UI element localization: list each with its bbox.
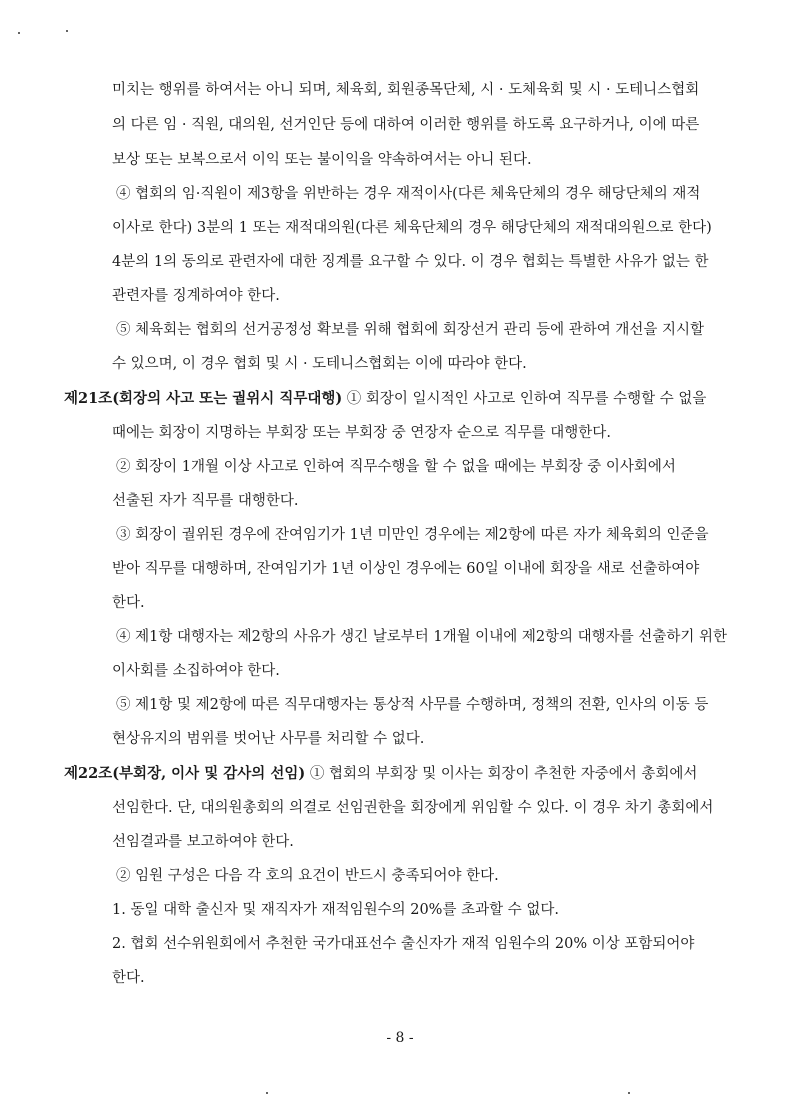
body-line: 이사회를 소집하여야 한다.: [112, 663, 280, 679]
body-line: 선임한다. 단, 대의원총회의 의결로 선임권한을 회장에게 위임할 수 있다. 이 경우 차기 총회에서: [112, 800, 714, 816]
body-line: ③ 회장이 궐위된 경우에 잔여임기가 1년 미만인 경우에는 제2항에 따른 자가 체육회의 인준을: [116, 527, 709, 543]
article-22-first-line: [64, 764, 697, 784]
body-line: 1. 동일 대학 출신자 및 재직자가 재적임원수의 20%를 초과할 수 없다.: [112, 902, 559, 918]
scan-dot: [628, 1092, 630, 1094]
page-number: - 8 -: [386, 1030, 414, 1046]
body-line: 받아 직무를 대행하며, 잔여임기가 1년 이상인 경우에는 60일 이내에 회장을 새로 선출하여야: [112, 561, 700, 577]
scan-dot: [66, 30, 68, 32]
article-22-title: 제22조(부회장, 이사 및 감사의 선임): [64, 765, 306, 782]
body-line: 4분의 1의 동의로 관련자에 대한 징계를 요구할 수 있다. 이 경우 협회는 특별한 사유가 없는 한: [112, 254, 709, 270]
body-line: 이사로 한다) 3분의 1 또는 재적대의원(다른 체육단체의 경우 해당단체의 재적대의원으로 한다): [112, 220, 712, 236]
body-line: 관련자를 징계하여야 한다.: [112, 288, 280, 304]
body-line: 보상 또는 보복으로서 이익 또는 불이익을 약속하여서는 아니 된다.: [112, 152, 532, 168]
body-line: ② 임원 구성은 다음 각 호의 요건이 반드시 충족되어야 한다.: [116, 868, 499, 884]
body-line: ⑤ 제1항 및 제2항에 따른 직무대행자는 통상적 사무를 수행하며, 정책의 전환, 인사의 이동 등: [116, 697, 709, 713]
article-21-first-line: [64, 389, 706, 409]
article-22-clause-1: ① 협회의 부회장 및 이사는 회장이 추천한 자중에서 총회에서: [305, 766, 698, 782]
body-line: ④ 협회의 임·직원이 제3항을 위반하는 경우 재적이사(다른 체육단체의 경우 해당단체의 재적: [116, 186, 701, 202]
body-line: 의 다른 임 · 직원, 대의원, 선거인단 등에 대하여 이러한 행위를 하도록 요구하거나, 이에 따른: [112, 117, 700, 133]
body-line: 한다.: [112, 970, 145, 986]
body-line: 미치는 행위를 하여서는 아니 되며, 체육회, 회원종목단체, 시 · 도체육회 및 시 · 도테니스협회: [112, 82, 700, 98]
body-line: 때에는 회장이 지명하는 부회장 또는 부회장 중 연장자 순으로 직무를 대행한다.: [112, 425, 611, 441]
body-line: 선출된 자가 직무를 대행한다.: [112, 493, 299, 509]
body-line: ④ 제1항 대행자는 제2항의 사유가 생긴 날로부터 1개월 이내에 제2항의 대행자를 선출하기 위한: [116, 629, 727, 645]
scan-dot: [266, 1092, 268, 1094]
body-line: 한다.: [112, 595, 145, 611]
scan-dot: [18, 32, 20, 34]
body-line: 선임결과를 보고하여야 한다.: [112, 834, 294, 850]
article-21-clause-1: ① 회장이 일시적인 사고로 인하여 직무를 수행할 수 없을: [342, 391, 707, 407]
body-line: 수 있으며, 이 경우 협회 및 시 · 도테니스협회는 이에 따라야 한다.: [112, 356, 527, 372]
body-line: ② 회장이 1개월 이상 사고로 인하여 직무수행을 할 수 없을 때에는 부회장 중 이사회에서: [116, 459, 676, 475]
body-line: 현상유지의 범위를 벗어난 사무를 처리할 수 없다.: [112, 731, 425, 747]
body-line: ⑤ 체육회는 협회의 선거공정성 확보를 위해 협회에 회장선거 관리 등에 관하여 개선을 지시할: [116, 322, 705, 338]
body-line: 2. 협회 선수위원회에서 추천한 국가대표선수 출신자가 재적 임원수의 20% 이상 포함되어야: [112, 936, 695, 952]
article-21-title: 제21조(회장의 사고 또는 궐위시 직무대행): [64, 390, 343, 407]
